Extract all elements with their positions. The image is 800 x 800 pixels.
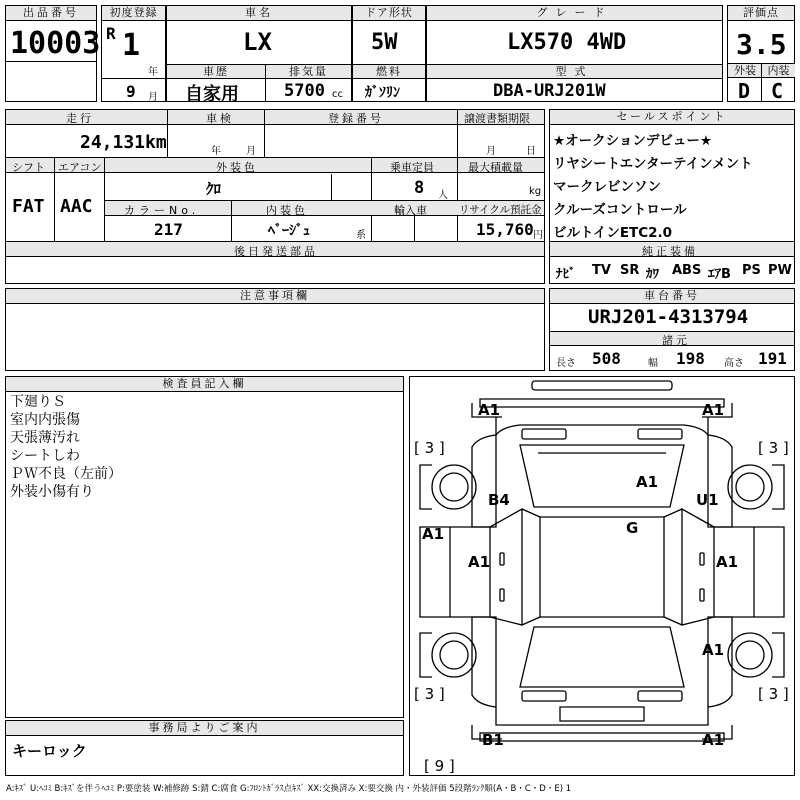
grade-value: LX570 4WD [507,30,627,55]
mark-left-front-fender: B4 [488,491,510,509]
fuel-box [352,64,426,102]
recycle-unit: 円 [533,230,543,241]
mark-front-left: A1 [478,401,501,419]
equipment-7: PS [742,263,761,278]
score-box [727,5,795,102]
capacity-unit: 人 [438,190,448,201]
inspector-label: 検査員記入欄 [6,377,403,392]
mileage-unit: km [145,132,167,153]
first-reg-box [101,5,166,102]
inspection-year-unit: 年 [211,146,221,157]
fuel-label: 燃料 [353,65,425,79]
displacement-value: 5700 [284,81,325,101]
history-value: 自家用 [185,84,239,105]
equipment-5: ABS [672,263,702,278]
door-box [352,5,426,65]
import-label: 輸入車 [394,204,427,217]
mark-bracket-fl: [ 3 ] [414,439,445,457]
grade-label: グレード [427,6,722,21]
sales-point-1: ★オークションデビュー★ [553,133,712,149]
equipment-6: ｴｱB [708,267,731,282]
height-value: 191 [758,349,787,368]
mark-rear-right: A1 [702,731,725,749]
model-label: 型式 [427,65,722,79]
mark-left-door: A1 [468,553,491,571]
car-diagram [409,376,795,776]
registration-label: 登録番号 [328,112,384,125]
int-color-unit: 系 [356,230,366,241]
year-unit: 年 [148,67,158,78]
door-value: 5W [371,30,398,55]
era-mark: R [106,24,116,43]
inspection-label: 車検 [206,112,234,125]
interior-label: 内装 [762,64,795,77]
history-label: 車歴 [167,65,265,79]
mark-rear-left: B1 [482,731,504,749]
details-box [5,109,545,284]
fuel-value: ｶﾞｿﾘﾝ [365,85,400,101]
car-name-label: 車名 [167,6,351,21]
car-name: LX [243,28,272,56]
inspector-line-3: 天張薄汚れ [10,430,80,446]
mark-bracket-bottom: [ 9 ] [424,757,455,775]
displacement-label: 排気量 [266,65,351,79]
equipment-8: PW [768,263,792,278]
chassis-label: 車台番号 [550,289,794,304]
grade-box [426,5,723,65]
capacity-label: 乗車定員 [390,161,434,174]
transfer-day-unit: 日 [526,146,536,157]
mark-bracket-fr: [ 3 ] [758,439,789,457]
sales-point-5: ビルトインETC2.0 [553,225,673,241]
inspector-line-4: シートしわ [10,448,80,464]
chassis-value: URJ201-4313794 [588,306,749,328]
mark-bracket-rr: [ 3 ] [758,685,789,703]
mark-right-door: A1 [716,553,739,571]
inspector-line-2: 室内内張傷 [10,412,80,428]
sales-point-3: マークレビンソン [553,179,661,195]
lot-label: 出品番号 [6,6,96,21]
shift-label: シフト [12,161,45,174]
notes-label: 注意事項欄 [6,289,544,304]
height-label: 高さ [724,358,744,369]
inspector-line-1: 下廻りＳ [10,394,66,410]
office-text: キーロック [12,742,87,760]
mark-roof: G [626,519,639,537]
sales-point-2: リヤシートエンターテインメント [553,156,753,172]
mileage-label: 走行 [66,112,94,125]
mark-right-front-fender: U1 [696,491,719,509]
sales-point-4: クルーズコントロール [553,202,687,218]
inspector-box [5,376,404,718]
car-outline [410,377,794,775]
score-value: 3.5 [736,28,787,61]
history-box [166,64,266,105]
color-value: ｸﾛ [206,180,222,198]
ac-label: エアコン [58,161,102,174]
mark-front-right: A1 [702,401,725,419]
inspector-line-6: 外装小傷有り [10,484,94,500]
equipment-2: TV [592,263,611,278]
width-value: 198 [676,349,705,368]
load-unit: kg [529,186,542,197]
office-label: 事務局よりご案内 [6,721,403,736]
shift-value: FAT [12,196,45,217]
interior-value: C [771,79,784,103]
score-label: 評価点 [728,6,794,21]
sales-points-box [549,109,795,284]
color-no-value: 217 [154,220,183,239]
car-name-box [166,5,352,65]
chassis-box [549,288,795,371]
inspector-line-5: ＰＷ不良（左前） [10,466,122,482]
int-color-label: 内装色 [266,204,308,217]
mark-bracket-rl: [ 3 ] [414,685,445,703]
equipment-4: ｶﾜ [646,267,659,282]
load-label: 最大積載量 [468,161,523,174]
mileage-value: 24,131 [80,132,146,153]
displacement-unit: cc [332,89,343,100]
mark-hood: A1 [636,473,659,491]
ac-value: AAC [60,196,93,217]
capacity-value: 8 [414,178,425,198]
recycle-label: リサイクル預託金 [459,204,542,216]
lot-box [5,5,101,102]
mark-left-side: A1 [422,525,445,543]
legend-footer: A:ｷｽﾞ U:ﾍｺﾐ B:ｷｽﾞを伴うﾍｺﾐ P:要塗装 W:補修跡 S:錆 C:腐食 G:ﾌﾛﾝﾄｶﾞﾗｽ点ｷｽﾞ XX:交換済み X:要交換 内・外装評価 5段階ﾗﾝｸ順(A・B・C・D・E) 1 [6,784,572,794]
exterior-value: D [738,79,751,103]
transfer-month-unit: 月 [486,146,496,157]
length-value: 508 [592,349,621,368]
year-value: 1 [122,28,141,63]
equipment-3: SR [620,263,640,278]
color-no-label: カラーNo. [124,204,200,217]
spec-label: 諸元 [662,334,690,347]
month-unit: 月 [148,92,158,103]
equipment-1: ﾅﾋﾞ [556,267,576,282]
equipment-label: 純正装備 [642,245,698,258]
sales-points-label: セールスポイント [550,110,794,125]
lot-number: 10003 [10,26,101,61]
model-box [426,64,723,102]
color-label: 外装色 [216,161,258,174]
inspection-month-unit: 月 [246,146,256,157]
model-value: DBA-URJ201W [493,81,606,101]
mark-right-rear: A1 [702,641,725,659]
recycle-value: 15,760 [476,220,534,239]
width-label: 幅 [648,358,658,369]
length-label: 長さ [556,358,576,369]
office-box [5,720,404,776]
notes-box [5,288,545,371]
int-color-value: ﾍﾞｰｼﾞｭ [268,223,310,239]
door-label: ドア形状 [353,6,425,21]
displacement-box [265,64,352,102]
transfer-label: 譲渡書類期限 [464,112,530,125]
first-reg-label: 初度登録 [102,6,165,21]
month-value: 9 [126,82,136,101]
exterior-label: 外装 [728,64,762,77]
later-parts-label: 後日発送部品 [234,245,318,258]
